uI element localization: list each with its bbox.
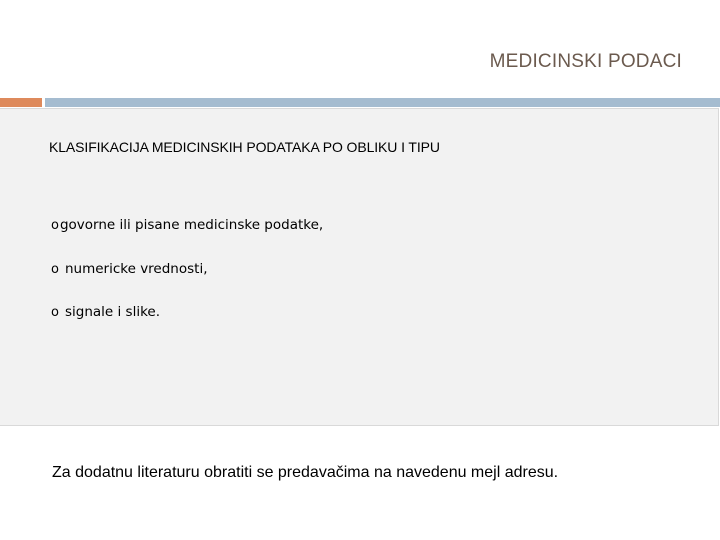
bullet-item xyxy=(51,304,160,320)
bullet-text: signale i slike. xyxy=(64,304,161,320)
section-heading: KLASIFIKACIJA MEDICINSKIH PODATAKA PO OBLIKU I TIPU xyxy=(49,139,440,155)
footer-note: Za dodatnu literaturu obratiti se predavačima na navedenu mejl adresu. xyxy=(52,464,559,481)
slide-title: MEDICINSKI PODACI xyxy=(489,51,682,72)
bullet-marker-icon: o xyxy=(51,218,59,233)
bullet-marker-icon: o xyxy=(51,262,59,277)
divider-accent-blue xyxy=(45,98,720,107)
divider-accent-orange xyxy=(0,98,42,107)
bullet-marker-icon: o xyxy=(51,305,59,320)
bullet-item xyxy=(51,217,323,233)
bullet-text: numericke vrednosti, xyxy=(64,261,208,277)
bullet-text: govorne ili pisane medicinske podatke, xyxy=(59,217,324,233)
bullet-item xyxy=(51,261,208,277)
